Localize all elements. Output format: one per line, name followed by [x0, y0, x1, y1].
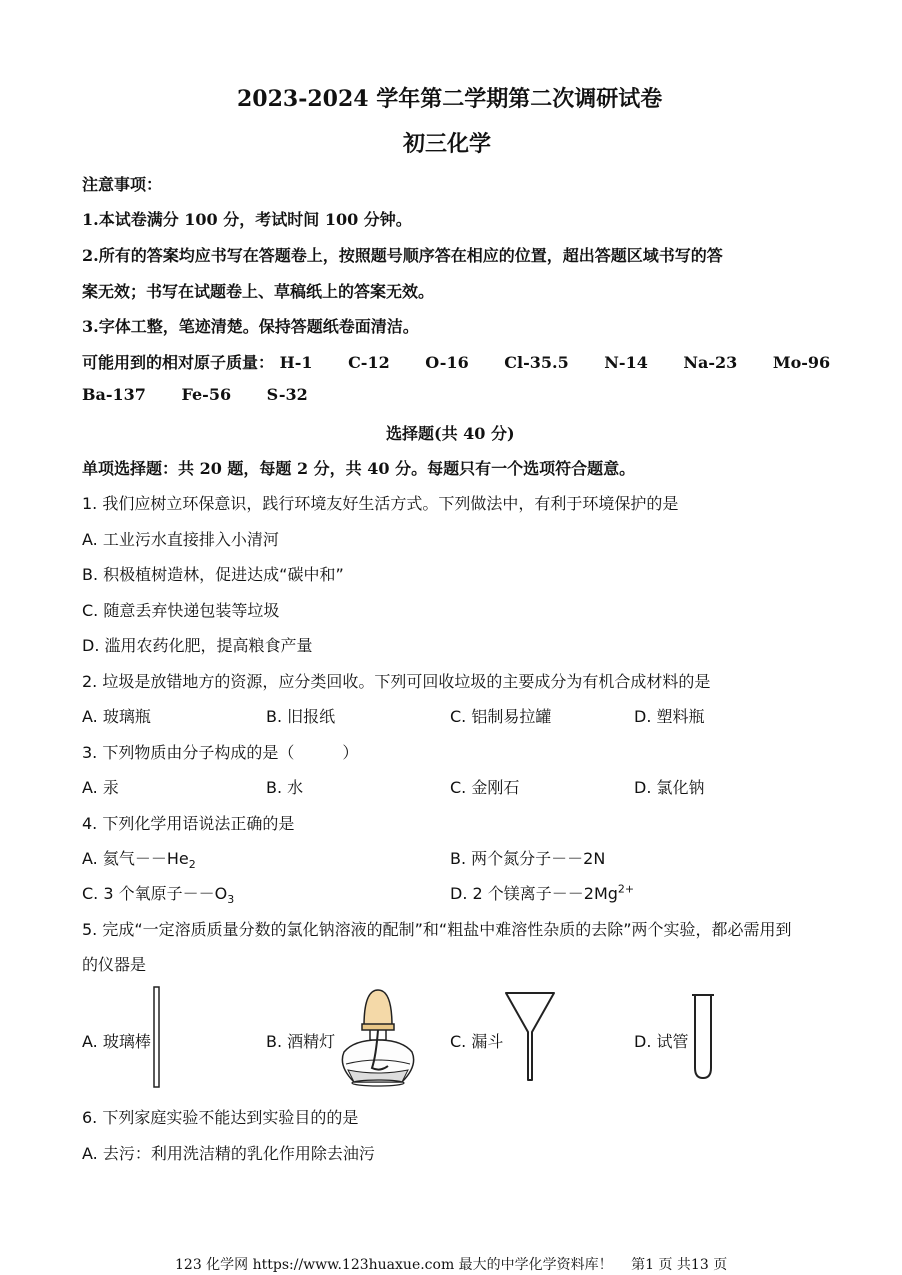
- question-4-option-a: [82, 846, 196, 871]
- atomic-mass-row-2: [82, 385, 338, 404]
- question-4-option-c: [82, 881, 234, 906]
- question-3-stem: 3. 下列物质由分子构成的是（ ）: [82, 743, 359, 762]
- question-4-stem: 4. 下列化学用语说法正确的是: [82, 814, 295, 833]
- question-6-stem: 6. 下列家庭实验不能达到实验目的的是: [82, 1108, 359, 1127]
- atomic-mass: Na-23: [683, 353, 738, 372]
- question-1-stem: 1. 我们应树立环保意识，践行环境友好生活方式。下列做法中，有利于环境保护的是: [82, 494, 679, 513]
- question-4-option-d: [450, 881, 634, 904]
- atomic-mass: O-16: [425, 353, 469, 372]
- question-3-option-a: A. 汞: [82, 778, 119, 797]
- question-6-option-a: A. 去污：利用洗洁精的乳化作用除去油污: [82, 1144, 375, 1163]
- atomic-mass: Fe-56: [181, 385, 232, 404]
- alcohol-lamp-icon: [336, 986, 420, 1088]
- question-1-option-d: D. 滥用农药化肥，提高粮食产量: [82, 636, 313, 655]
- subscript: 2: [188, 858, 196, 872]
- notice-item-2: 2.所有的答案均应书写在答题卷上，按照题号顺序答在相应的位置，超出答题区域书写的答: [82, 246, 723, 265]
- question-3-option-c: C. 金刚石: [450, 778, 520, 797]
- subscript: 3: [227, 893, 235, 907]
- option-text: C. 3 个氧原子－－O: [82, 884, 228, 903]
- superscript: 2+: [617, 882, 635, 896]
- question-2-option-b: B. 旧报纸: [266, 707, 336, 726]
- question-5-option-d: D. 试管: [634, 1032, 689, 1051]
- question-2-stem: 2. 垃圾是放错地方的资源，应分类回收。下列可回收垃圾的主要成分为有机合成材料的是: [82, 672, 711, 691]
- atomic-mass: Mo-96: [772, 353, 831, 372]
- question-2-option-d: D. 塑料瓶: [634, 707, 705, 726]
- notice-item-2-cont: 案无效；书写在试题卷上、草稿纸上的答案无效。: [82, 282, 435, 301]
- notice-item-1: 1.本试卷满分 100 分，考试时间 100 分钟。: [82, 210, 412, 229]
- question-5-option-a: A. 玻璃棒: [82, 1032, 151, 1051]
- section-title: 选择题(共 40 分): [386, 424, 515, 443]
- option-text: D. 2 个镁离子－－2Mg: [450, 884, 618, 903]
- question-1-option-b: B. 积极植树造林，促进达成“碳中和”: [82, 565, 344, 584]
- question-4-option-b: B. 两个氮分子－－2N: [450, 849, 606, 868]
- notice-heading: 注意事项：: [82, 175, 163, 194]
- funnel-icon: [503, 990, 557, 1084]
- question-3-option-b: B. 水: [266, 778, 304, 797]
- question-2-option-c: C. 铝制易拉罐: [450, 707, 552, 726]
- question-1-option-a: A. 工业污水直接排入小清河: [82, 530, 279, 549]
- atomic-mass: N-14: [604, 353, 648, 372]
- section-instruction: 单项选择题：共 20 题，每题 2 分，共 40 分。每题只有一个选项符合题意。: [82, 459, 636, 478]
- atomic-mass: H-1: [279, 353, 313, 372]
- page-title: 2023-2024 学年第二学期第二次调研试卷: [237, 86, 663, 112]
- notice-item-3: 3.字体工整，笔迹清楚。保持答题纸卷面清洁。: [82, 317, 419, 336]
- question-5-option-c: C. 漏斗: [450, 1032, 504, 1051]
- page-subtitle: 初三化学: [403, 131, 492, 157]
- atomic-mass-row-1: [82, 350, 860, 373]
- page-footer: 123 化学网 https://www.123huaxue.com 最大的中学化学资料库！ 第1 页 共13 页: [175, 1257, 728, 1273]
- question-1-option-c: C. 随意丢弃快递包装等垃圾: [82, 601, 280, 620]
- test-tube-icon: [690, 992, 716, 1082]
- atomic-mass: Cl-35.5: [504, 353, 569, 372]
- atomic-mass-label: 可能用到的相对原子质量：: [82, 353, 275, 372]
- question-5-stem: 5. 完成“一定溶质质量分数的氯化钠溶液的配制”和“粗盐中难溶性杂质的去除”两个实验，都必需用到: [82, 920, 792, 939]
- question-3-option-d: D. 氯化钠: [634, 778, 705, 797]
- atomic-mass: Ba-137: [82, 385, 146, 404]
- atomic-mass: S-32: [266, 385, 308, 404]
- question-5-option-b: B. 酒精灯: [266, 1032, 336, 1051]
- glass-rod-icon: [150, 985, 164, 1089]
- question-2-option-a: A. 玻璃瓶: [82, 707, 151, 726]
- atomic-mass: C-12: [348, 353, 390, 372]
- question-5-stem-cont: 的仪器是: [82, 955, 147, 974]
- option-text: A. 氦气－－He: [82, 849, 189, 868]
